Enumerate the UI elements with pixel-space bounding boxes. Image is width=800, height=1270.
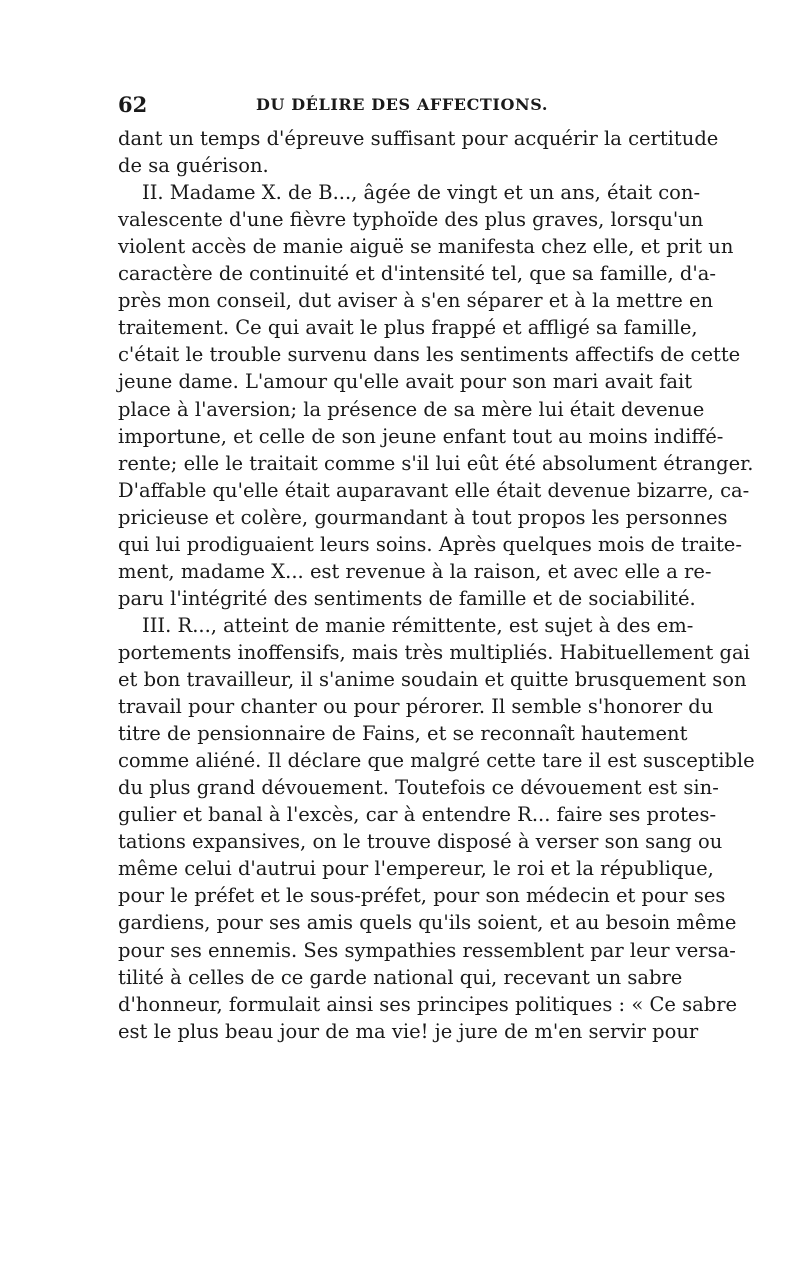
text-line: ment, madame X... est revenue à la raison, et avec elle a re- (118, 559, 712, 583)
text-line: d'honneur, formulait ainsi ses principes politiques : « Ce sabre (118, 992, 738, 1016)
text-line: et bon travailleur, il s'anime soudain et quitte brusquement son (118, 668, 747, 691)
running-title: DU DÉLIRE DES AFFECTIONS. (256, 95, 549, 114)
text-line: rente; elle le traitait comme s'il lui eût été absolument étranger. (118, 451, 754, 475)
text-line: portements inoffensifs, mais très multipliés. Habituellement gai (118, 640, 750, 664)
text-line: traitement. Ce qui avait le plus frappé et affligé sa famille, (118, 316, 698, 340)
text-line: c'était le trouble survenu dans les sentiments affectifs de cette (118, 343, 741, 367)
text-line: jeune dame. L'amour qu'elle avait pour son mari avait fait (118, 370, 693, 394)
text-line: comme aliéné. Il déclare que malgré cette tare il est susceptible (118, 749, 755, 773)
text-line: importune, et celle de son jeune enfant tout au moins indiffé- (118, 424, 724, 448)
text-line: pour le préfet et le sous-préfet, pour son médecin et pour ses (118, 884, 726, 908)
text-line: D'affable qu'elle était auparavant elle était devenue bizarre, ca- (118, 478, 750, 502)
text-line: titre de pensionnaire de Fains, et se reconnaît hautement (118, 722, 688, 746)
text-line: même celui d'autrui pour l'empereur, le roi et la république, (118, 857, 714, 881)
text-line: qui lui prodiguaient leurs soins. Après quelques mois de traite- (118, 532, 742, 556)
page-number: 62 (118, 92, 148, 117)
text-line: tations expansives, on le trouve disposé à verser son sang ou (118, 830, 723, 854)
text-line: est le plus beau jour de ma vie! je jure de m'en servir pour (118, 1019, 699, 1043)
text-line: place à l'aversion; la présence de sa mère lui était devenue (118, 397, 705, 421)
text-line: II. Madame X. de B..., âgée de vingt et un ans, était con- (142, 181, 701, 205)
text-line: tilité à celles de ce garde national qui, recevant un sabre (118, 965, 683, 989)
text-line: travail pour chanter ou pour pérorer. Il semble s'honorer du (118, 695, 714, 719)
text-line: dant un temps d'épreuve suffisant pour acquérir la certitude (118, 127, 719, 150)
text-line: pour ses ennemis. Ses sympathies ressemblent par leur versa- (118, 938, 736, 962)
text-line: valescente d'une fièvre typhoïde des plus graves, lorsqu'un (118, 208, 704, 232)
text-line: pricieuse et colère, gourmandant à tout propos les personnes (118, 505, 728, 529)
text-line: gulier et banal à l'excès, car à entendre R... faire ses protes- (118, 803, 717, 827)
text-line: III. R..., atteint de manie rémittente, est sujet à des em- (142, 613, 694, 637)
page-header (118, 92, 678, 118)
text-line: de sa guérison. (118, 154, 269, 178)
text-line: près mon conseil, dut aviser à s'en séparer et à la mettre en (118, 289, 714, 313)
text-line: paru l'intégrité des sentiments de famille et de sociabilité. (118, 586, 696, 610)
text-line: du plus grand dévouement. Toutefois ce dévouement est sin- (118, 776, 719, 800)
text-line: caractère de continuité et d'intensité tel, que sa famille, d'a- (118, 262, 716, 286)
text-line: gardiens, pour ses amis quels qu'ils soient, et au besoin même (118, 911, 737, 935)
text-line: violent accès de manie aiguë se manifesta chez elle, et prit un (118, 235, 734, 259)
